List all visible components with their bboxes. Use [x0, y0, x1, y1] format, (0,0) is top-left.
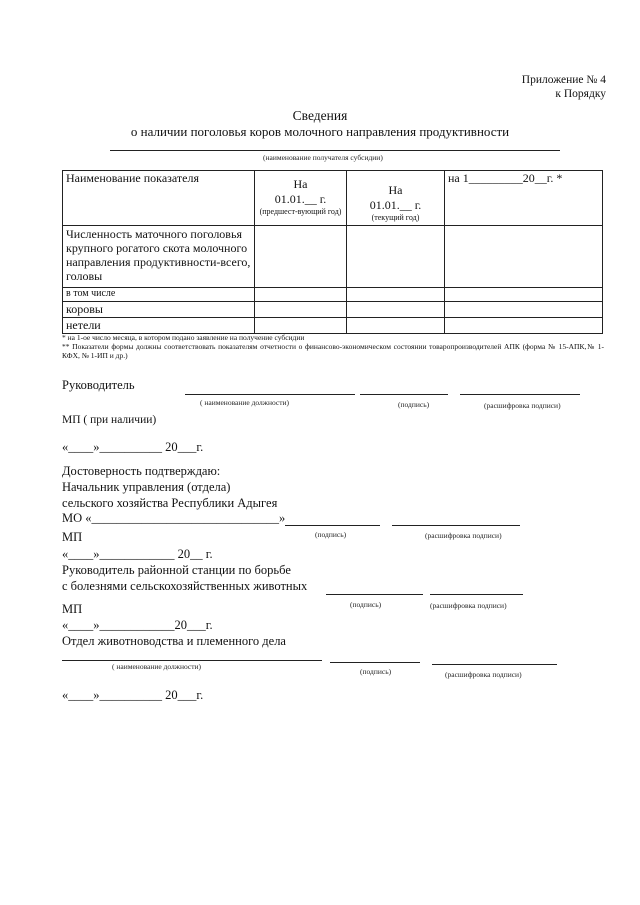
livestock-decode-line[interactable]	[432, 664, 557, 665]
cell-input[interactable]	[445, 318, 603, 334]
confirm-heading: Достоверность подтверждаю:	[62, 464, 221, 478]
vet-stamp: МП	[62, 602, 83, 616]
livestock-sign-line[interactable]	[330, 662, 420, 663]
annex-order: к Порядку	[555, 88, 606, 100]
footnote-2: ** Показатели формы должны соответствовать показателям отчетности о финансово-экономическом состоянии товаропроизводителей АПК (форма № 15-АПК,№ 1-КФХ, № 1-ИП и др.)	[62, 342, 604, 360]
head-sign-line[interactable]	[360, 394, 448, 395]
row-label-cows: коровы	[63, 302, 255, 318]
vet-position-line2: с болезнями сельскохозяйственных животных	[62, 579, 308, 593]
cell-input[interactable]	[255, 318, 347, 334]
head-decode-caption: (расшифровка подписи)	[484, 401, 561, 410]
col-header-month: на 1_________20__г. *	[445, 171, 603, 226]
livestock-position-line[interactable]	[62, 660, 322, 661]
col-header-current-year: На 01.01.__ г. (текущий год)	[347, 171, 445, 226]
cell-input[interactable]	[445, 288, 603, 302]
table-row	[63, 226, 603, 288]
confirm-department: сельского хозяйства Республики Адыгея	[62, 496, 278, 510]
vet-decode-line[interactable]	[430, 594, 523, 595]
table-row	[63, 302, 603, 318]
livestock-table	[62, 170, 603, 334]
col-header-previous-year: На 01.01.__ г. (предшест-вующий год)	[255, 171, 347, 226]
row-label-total: Численность маточного поголовья крупного рогатого скота молочного направления продуктивности-всего, головы	[63, 226, 255, 288]
cell-input[interactable]	[347, 318, 445, 334]
head-position-caption: ( наименование должности)	[200, 398, 290, 407]
cell-input[interactable]	[347, 226, 445, 288]
cell-input[interactable]	[347, 302, 445, 318]
confirm-sign-caption: (подпись)	[315, 530, 347, 539]
livestock-decode-caption: (расшифровка подписи)	[445, 670, 522, 679]
confirm-decode-caption: (расшифровка подписи)	[425, 531, 502, 540]
footnote-1: * на 1-ое число месяца, в котором подано заявление на получение субсидии	[62, 333, 305, 342]
head-date[interactable]: «____»__________ 20___г.	[62, 440, 204, 454]
annex-number: Приложение № 4	[521, 74, 606, 86]
confirm-position: Начальник управления (отдела)	[62, 480, 231, 494]
confirm-date[interactable]: «____»____________ 20__ г.	[62, 547, 213, 561]
cell-input[interactable]	[445, 302, 603, 318]
vet-date[interactable]: «____»____________20___г.	[62, 618, 213, 632]
cell-input[interactable]	[347, 288, 445, 302]
confirm-municipality[interactable]: МО «______________________________»	[62, 511, 286, 525]
confirm-stamp: МП	[62, 530, 83, 544]
head-stamp: МП ( при наличии)	[62, 414, 157, 426]
row-label-heifers: нетели	[63, 318, 255, 334]
confirm-decode-line[interactable]	[392, 525, 520, 526]
page-title: Сведения	[292, 108, 348, 123]
row-label-including: в том числе	[63, 288, 255, 302]
vet-position-line1: Руководитель районной станции по борьбе	[62, 563, 291, 577]
livestock-department: Отдел животноводства и племенного дела	[62, 634, 286, 648]
table-row	[63, 318, 603, 334]
confirm-sign-line[interactable]	[285, 525, 380, 526]
page-subtitle: о наличии поголовья коров молочного направления продуктивности	[130, 124, 510, 139]
head-sign-caption: (подпись)	[398, 400, 430, 409]
livestock-date[interactable]: «____»__________ 20___г.	[62, 688, 204, 702]
recipient-line[interactable]	[110, 150, 560, 151]
cell-input[interactable]	[255, 302, 347, 318]
head-label: Руководитель	[62, 378, 135, 392]
cell-input[interactable]	[255, 226, 347, 288]
livestock-position-caption: ( наименование должности)	[112, 662, 202, 671]
recipient-caption: (наименование получателя субсидии)	[263, 153, 383, 162]
table-row	[63, 288, 603, 302]
cell-input[interactable]	[255, 288, 347, 302]
col-header-indicator: Наименование показателя	[63, 171, 255, 226]
livestock-sign-caption: (подпись)	[360, 667, 392, 676]
vet-sign-line[interactable]	[326, 594, 423, 595]
cell-input[interactable]	[445, 226, 603, 288]
head-position-line[interactable]	[185, 394, 355, 395]
vet-sign-caption: (подпись)	[350, 600, 382, 609]
vet-decode-caption: (расшифровка подписи)	[430, 601, 507, 610]
head-decode-line[interactable]	[460, 394, 580, 395]
